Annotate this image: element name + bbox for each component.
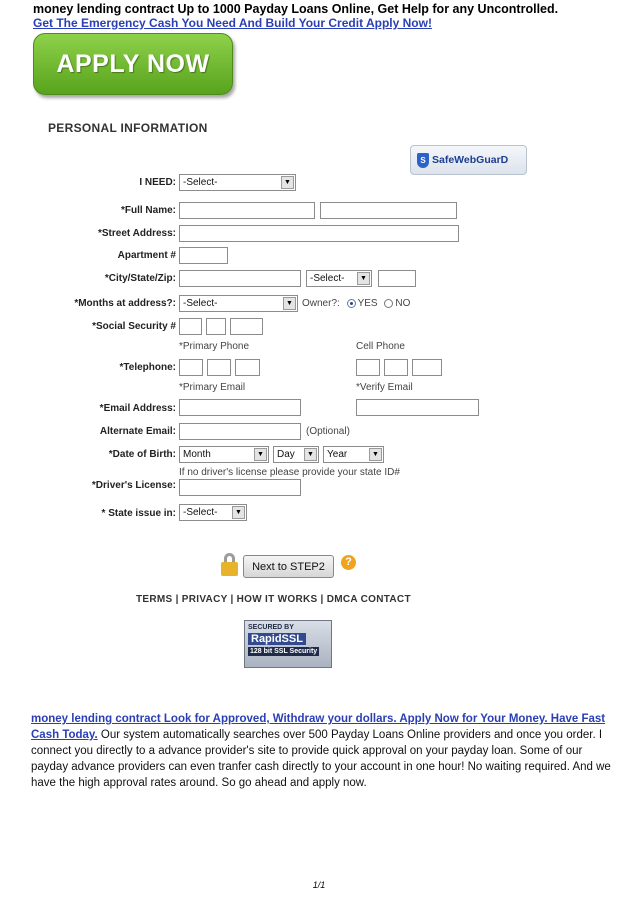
dob-day-value: Day xyxy=(277,449,295,460)
ssn-part3-input[interactable] xyxy=(230,318,263,335)
zip-input[interactable] xyxy=(378,270,416,287)
state-value: -Select- xyxy=(310,273,345,284)
license-note: If no driver's license please provide your state ID# xyxy=(179,467,400,478)
last-name-input[interactable] xyxy=(320,202,457,219)
ssl-brand-text: RapidSSL xyxy=(248,633,306,645)
phone-area-input[interactable] xyxy=(179,359,203,376)
months-select[interactable] xyxy=(179,295,298,312)
primary-email-label: *Primary Email xyxy=(179,382,246,393)
shield-icon: S xyxy=(417,153,429,168)
verify-email-label: *Verify Email xyxy=(356,382,413,393)
owner-no-radio[interactable] xyxy=(384,299,393,308)
safewebguard-badge xyxy=(410,145,527,175)
i-need-select[interactable] xyxy=(179,174,296,191)
section-title: PERSONAL INFORMATION xyxy=(48,121,208,135)
i-need-label: I NEED: xyxy=(139,177,176,188)
dob-year-value: Year xyxy=(327,449,348,460)
primary-phone-label: *Primary Phone xyxy=(179,341,250,352)
paragraph-link[interactable]: money lending contract Look for Approved, Withdraw your dollars. Apply Now for Your Money. Have Fast Cash Today. xyxy=(31,713,606,741)
email-input[interactable] xyxy=(179,399,301,416)
license-input[interactable] xyxy=(179,479,301,496)
months-label: *Months at address?: xyxy=(74,298,176,309)
owner-yes-radio[interactable] xyxy=(347,299,356,308)
verify-email-input[interactable] xyxy=(356,399,479,416)
license-label: *Driver's License: xyxy=(91,480,176,491)
ssn-label: *Social Security # xyxy=(92,321,176,332)
city-input[interactable] xyxy=(179,270,301,287)
apartment-input[interactable] xyxy=(179,247,228,264)
apply-now-button[interactable]: APPLY NOW xyxy=(33,33,233,95)
state-issue-select[interactable] xyxy=(179,504,247,521)
cell-area-input[interactable] xyxy=(356,359,380,376)
chevron-down-icon: ▼ xyxy=(357,272,370,285)
i-need-value: -Select- xyxy=(183,177,218,188)
next-step-button[interactable]: Next to STEP2 xyxy=(243,555,334,578)
city-label: *City/State/Zip: xyxy=(104,273,176,284)
chevron-down-icon: ▼ xyxy=(281,176,294,189)
cell-prefix-input[interactable] xyxy=(384,359,408,376)
phone-line-input[interactable] xyxy=(235,359,260,376)
optional-note: (Optional) xyxy=(306,426,350,437)
dob-month-value: Month xyxy=(183,449,211,460)
first-name-input[interactable] xyxy=(179,202,315,219)
alt-email-label: Alternate Email: xyxy=(99,426,176,437)
owner-label: Owner?: xyxy=(302,298,340,309)
footer-links[interactable]: TERMS | PRIVACY | HOW IT WORKS | DMCA CONTACT xyxy=(136,594,411,605)
chevron-down-icon: ▼ xyxy=(283,297,296,310)
page-number: 1/1 xyxy=(312,880,326,890)
chevron-down-icon: ▼ xyxy=(369,448,382,461)
chevron-down-icon: ▼ xyxy=(304,448,317,461)
ssl-secured-text: SECURED BY xyxy=(248,624,294,631)
lock-icon xyxy=(221,553,238,577)
alt-email-input[interactable] xyxy=(179,423,301,440)
chevron-down-icon: ▼ xyxy=(254,448,267,461)
dob-month-select[interactable] xyxy=(179,446,269,463)
apartment-label: Apartment # xyxy=(117,250,176,261)
page-title: money lending contract Up to 1000 Payday Loans Online, Get Help for any Uncontrolled. xyxy=(33,2,559,16)
badge-text: SafeWebGuarD xyxy=(432,154,509,166)
apply-link[interactable]: Get The Emergency Cash You Need And Build Your Credit Apply Now! xyxy=(33,16,432,30)
help-icon[interactable]: ? xyxy=(341,555,356,570)
owner-no-label: NO xyxy=(395,298,411,309)
cell-line-input[interactable] xyxy=(412,359,442,376)
email-label: *Email Address: xyxy=(99,403,176,414)
months-value: -Select- xyxy=(183,298,218,309)
dob-year-select[interactable] xyxy=(323,446,384,463)
rapidssl-seal xyxy=(244,620,332,668)
state-issue-value: -Select- xyxy=(183,507,218,518)
chevron-down-icon: ▼ xyxy=(232,506,245,519)
state-issue-label: * State issue in: xyxy=(101,508,176,519)
paragraph-body: Our system automatically searches over 500 Payday Loans Online providers and once you order. I connect you directly to a advance provider's site to provide quick approval on your payday loan. Some of our payday advance providers can even tranfer cash directly to your account in one hour! No waiting required. And we have the high approval rates around. So go ahead and apply now. xyxy=(31,729,611,789)
dob-label: *Date of Birth: xyxy=(108,449,176,460)
ssn-part2-input[interactable] xyxy=(206,318,226,335)
dob-day-select[interactable] xyxy=(273,446,319,463)
street-label: *Street Address: xyxy=(98,228,176,239)
owner-yes-label: YES xyxy=(357,298,378,309)
ssl-bits-text: 128 bit SSL Security xyxy=(250,648,318,655)
phone-prefix-input[interactable] xyxy=(207,359,231,376)
owner-group xyxy=(302,298,410,309)
body-paragraph xyxy=(31,711,611,791)
full-name-label: *Full Name: xyxy=(120,205,176,216)
ssn-part1-input[interactable] xyxy=(179,318,202,335)
cell-phone-label: Cell Phone xyxy=(356,341,405,352)
telephone-label: *Telephone: xyxy=(119,362,176,373)
street-input[interactable] xyxy=(179,225,459,242)
state-select[interactable] xyxy=(306,270,372,287)
